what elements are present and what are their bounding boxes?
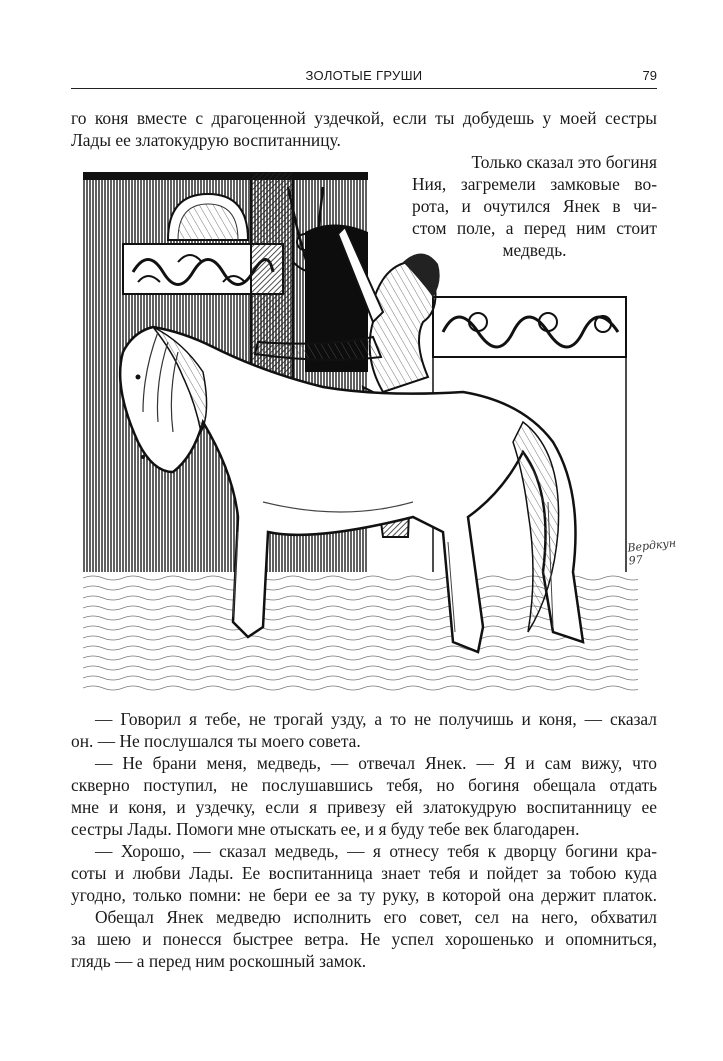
text-line: — Хорошо, — сказал медведь, — я отнесу тебя к дворцу богини кра- (95, 841, 657, 861)
text-line: сестры Лады. Помоги мне отыскать ее, и я буду тебе век благодарен. (71, 819, 580, 839)
ornament-band-right (433, 297, 626, 357)
text-line: Обещал Янек медведю исполнить его совет, сел на него, обхватил (95, 907, 657, 927)
running-title: ЗОЛОТЫЕ ГРУШИ (305, 68, 423, 83)
text-line: мне и коня, и уздечку, если я привезу ей златокудрую воспитанницу ее (71, 797, 657, 817)
text-line: скверно поступил, не послушавшись тебя, но богиня обещала отдать (71, 775, 657, 795)
text-line: глядь — а перед ним роскошный замок. (71, 951, 367, 971)
artist-signature: Вердкун 97 (626, 536, 677, 568)
text-line: го коня вместе с драгоценной уздечкой, если ты добудешь у моей сестры (71, 108, 657, 128)
engraving-drawing (83, 172, 638, 694)
text-line: за шею и понесся быстрее ветра. Не успел хорошенько и опомниться, (71, 929, 657, 949)
side-text-line: Только сказал это богиня (471, 152, 657, 172)
page-number: 79 (642, 68, 657, 83)
running-head (71, 66, 657, 89)
text-line: Лады ее златокудрую воспитанницу. (71, 130, 341, 150)
text-line: он. — Не послушался ты моего совета. (71, 731, 361, 751)
text-line: — Говорил я тебе, не трогай узду, а то не получишь и коня, — сказал (95, 709, 657, 729)
side-text-line: Ния, загремели замковые во- (412, 174, 657, 194)
side-text-line: стом поле, а перед ним стоит (412, 218, 657, 238)
text-line: соты и любви Лады. Ее воспитанница знает тебя и пойдет за тобою куда (71, 863, 657, 883)
side-text-line: рота, и очутился Янек в чи- (412, 196, 657, 216)
text-line: — Не брани меня, медведь, — отвечал Янек. — Я и сам вижу, что (95, 753, 657, 773)
illustration-horse-and-rider (83, 172, 677, 694)
side-text-line: медведь. (502, 240, 567, 260)
text-line: угодно, только помни: не бери ее за ту руку, в которой она держит платок. (71, 885, 657, 905)
